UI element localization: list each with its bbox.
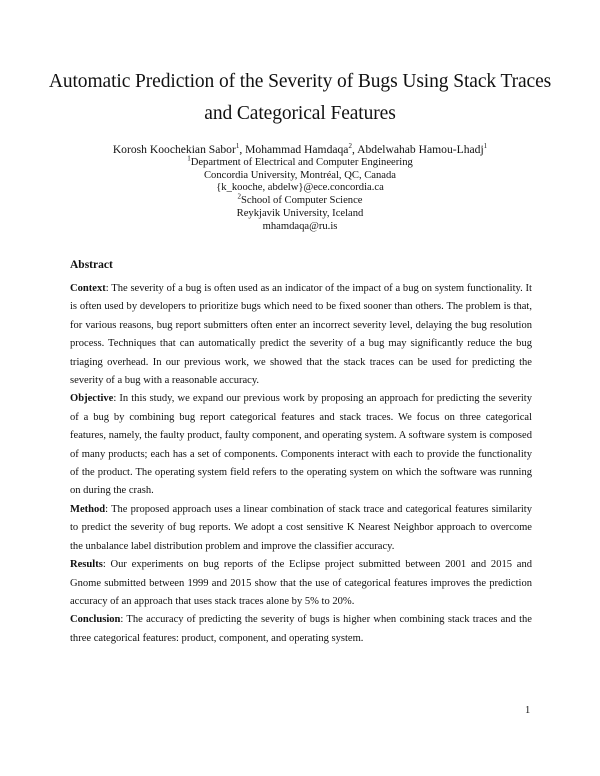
affiliation-1-sup: 1	[187, 154, 191, 163]
section-text: : The severity of a bug is often used as an indicator of the impact of a bug on system functionality. It is often used by developers to prioritize bugs which need to be fixed sooner than others. The problem is that, for various reasons, bug report submitters often enter an incorrect severity level, delaying the bug resolution process. Techniques that can automatically predict the severity of a bug may significantly reduce the bug triaging overhead. In our previous work, we showed that the stack traces can be used for predicting the severity of a bug with a reasonable accuracy.	[70, 283, 532, 387]
section-label: Context	[70, 283, 106, 294]
section-text: : The proposed approach uses a linear combination of stack trace and categorical features similarity to predict the severity of bug reports. We adopt a cost sensitive K Nearest Neighbor approach to overcome the unbalance label distribution problem and improve the classifier accuracy.	[70, 503, 532, 552]
affiliations	[40, 154, 560, 233]
author-affil-sup: 1	[483, 142, 488, 151]
affiliation-1-univ: Concordia University, Montréal, QC, Canada	[203, 169, 397, 181]
author-separator: ,	[239, 143, 246, 156]
section-text: : In this study, we expand our previous work by proposing an approach for predicting the severity of a bug by combining bug report categorical features and stack traces. We focus on three categorical features, namely, the faulty product, faulty component, and operating system. A software system is composed of many products; each has a set of components. Components interact with each to provide the functionality of the product. The operating system field refers to the operating system on which the software was running on during the crash.	[70, 393, 532, 497]
title-line-2: and Categorical Features	[204, 103, 396, 124]
author-affil-sup: 1	[235, 142, 240, 151]
section-text: : The accuracy of predicting the severity of bugs is higher when combining stack traces and the three categorical features: product, component, and operating system.	[70, 614, 532, 644]
author-name: Abdelwahab Hamou-Lhadj	[357, 143, 484, 156]
affiliation-1-dept-text: Department of Electrical and Computer Engineering	[190, 157, 413, 168]
abstract-conclusion	[70, 611, 532, 648]
section-label: Objective	[70, 393, 114, 405]
affiliation-2-dept-text: School of Computer Science	[240, 195, 363, 207]
author-name: Korosh Koochekian Sabor	[112, 143, 236, 156]
section-text: : Our experiments on bug reports of the Eclipse project submitted between 2001 and 2015 and Gnome submitted between 1999 and 2015 show that the use of categorical features improves the prediction accuracy of an approach that uses stack traces alone by 5% to 20%.	[70, 559, 532, 607]
abstract-body	[70, 280, 532, 648]
page-number: 1	[525, 705, 531, 716]
author-list	[40, 143, 560, 157]
abstract-results	[70, 556, 532, 611]
section-label: Conclusion	[70, 614, 121, 626]
affiliation-2-email: mhamdaqa@ru.is	[262, 220, 338, 232]
section-label: Method	[70, 503, 106, 515]
abstract-heading: Abstract	[70, 259, 113, 271]
section-label: Results	[70, 559, 103, 571]
affiliation-1-email: {k_kooche, abdelw}@ece.concordia.ca	[216, 182, 384, 194]
abstract-context	[70, 280, 532, 390]
paper-title	[40, 66, 560, 130]
abstract-objective	[70, 390, 532, 500]
author-affil-sup: 2	[348, 142, 352, 151]
abstract-method	[70, 501, 532, 556]
author-separator: ,	[351, 143, 358, 156]
affiliation-2-univ: Reykjavik University, Iceland	[236, 207, 364, 219]
affiliation-2-dept	[40, 192, 560, 208]
title-line-1: Automatic Prediction of the Severity of Bugs Using Stack Traces	[48, 71, 552, 92]
affiliation-2-sup: 2	[237, 192, 241, 201]
author-name: Mohammad Hamdaqa	[245, 143, 349, 156]
affiliation-1-dept	[40, 154, 560, 170]
